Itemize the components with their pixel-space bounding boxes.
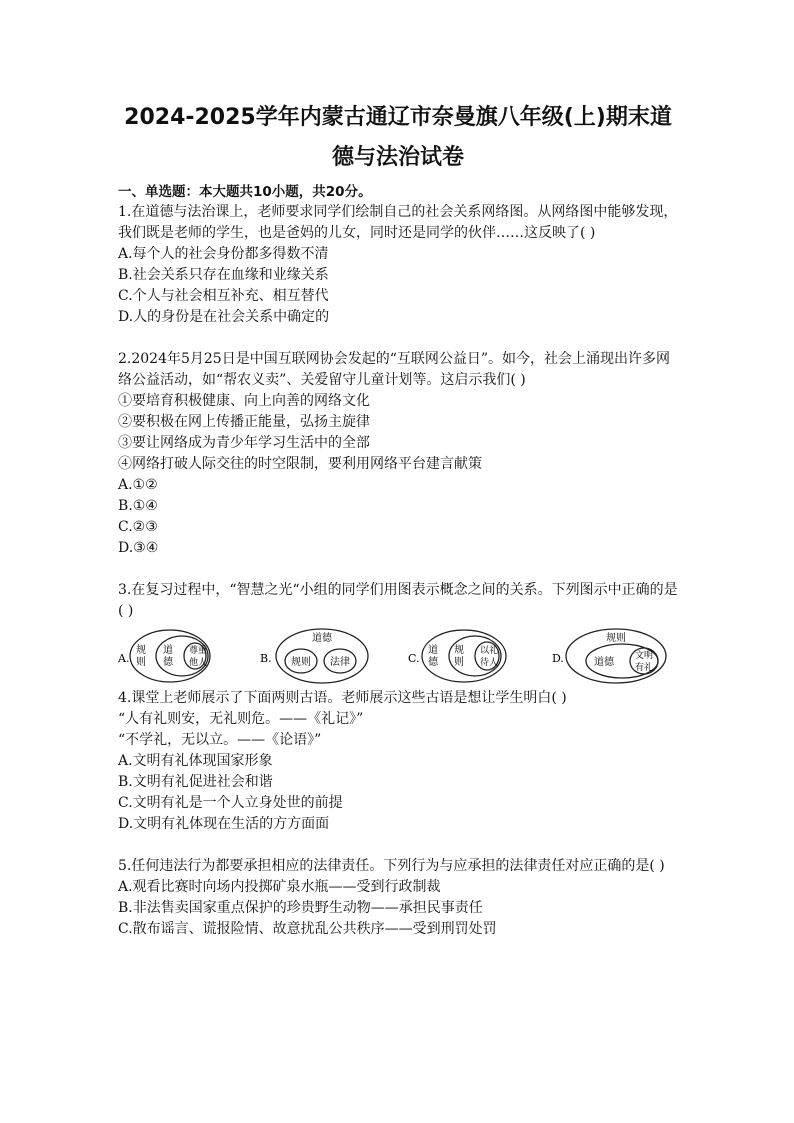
question-2-statement-4: ④网络打破人际交往的时空限制，要利用网络平台建言献策 — [118, 456, 482, 472]
diagram-a-middle-label-2: 德 — [163, 657, 173, 668]
diagram-a-inner-label-2: 他人 — [189, 658, 208, 668]
question-4-stem: 4.课堂上老师展示了下面两则古语。老师展示这些古语是想让学生明白( ) — [118, 690, 567, 706]
question-2-statement-2: ②要积极在网上传播正能量，弘扬主旋律 — [118, 414, 370, 430]
diagram-b-letter: B. — [260, 652, 272, 665]
question-2-option-b: B.①④ — [118, 498, 158, 514]
question-4-quote-1: “人有礼则安，无礼则危。——《礼记》” — [118, 711, 364, 727]
diagram-b-left-label: 规则 — [291, 657, 311, 668]
diagram-a-outer-label-2: 则 — [136, 657, 146, 668]
diagram-a — [118, 628, 218, 684]
diagram-d-inner-label-1: 文明 — [635, 651, 654, 661]
diagram-d — [552, 628, 672, 684]
question-5-option-c: C.散布谣言、谎报险情、故意扰乱公共秩序——受到刑罚处罚 — [118, 921, 497, 937]
question-2-option-a: A.①② — [118, 477, 158, 493]
diagram-b — [260, 628, 370, 684]
exam-page — [118, 98, 678, 940]
diagram-a-middle-label-1: 道 — [163, 645, 173, 656]
diagram-a-middle-circle — [156, 636, 208, 676]
question-2-stem: 2.2024年5月25日是中国互联网协会发起的“互联网公益日”。如今，社会上涌现出许多网络公益活动，如“帮农义卖”、关爱留守儿童计划等。这启示我们( ) — [118, 351, 671, 388]
question-4-option-d: D.文明有礼体现在生活的方方面面 — [118, 816, 330, 832]
question-2-option-d: D.③④ — [118, 540, 159, 556]
question-5-option-a: A.观看比赛时向场内投掷矿泉水瓶——受到行政制裁 — [118, 879, 441, 895]
diagram-c-middle-label-2: 则 — [454, 657, 464, 668]
title-line-2: 德与法治试卷 — [331, 145, 464, 170]
question-4 — [118, 688, 678, 835]
diagram-a-inner-label-1: 尊重 — [189, 646, 208, 656]
question-5-option-b: B.非法售卖国家重点保护的珍贵野生动物——承担民事责任 — [118, 900, 483, 916]
question-2-option-c: C.②③ — [118, 519, 158, 535]
exam-title — [118, 98, 678, 178]
question-2-statement-1: ①要培育积极健康、向上向善的网络文化 — [118, 393, 370, 409]
diagram-c — [408, 628, 518, 684]
question-3 — [118, 580, 678, 684]
question-1-option-d: D.人的身份是在社会关系中确定的 — [118, 309, 330, 325]
diagram-d-inner-label-2: 有礼 — [635, 663, 654, 673]
diagram-c-inner-label-2: 待人 — [480, 658, 499, 668]
diagram-c-outer-label-1: 道 — [428, 645, 438, 656]
diagram-d-outer-label: 规则 — [606, 633, 626, 644]
question-4-option-c: C.文明有礼是一个人立身处世的前提 — [118, 795, 343, 811]
question-4-option-b: B.文明有礼促进社会和谐 — [118, 774, 273, 790]
question-4-quote-2: “不学礼，无以立。——《论语》” — [118, 732, 322, 748]
question-2-statement-3: ③要让网络成为青少年学习生活中的全部 — [118, 435, 370, 451]
diagram-d-letter: D. — [552, 652, 564, 665]
question-1 — [118, 202, 678, 328]
diagram-c-letter: C. — [408, 652, 420, 665]
question-1-stem: 1.在道德与法治课上，老师要求同学们绘制自己的社会关系网络图。从网络图中能够发现，我们既是老师的学生，也是爸妈的儿女，同时还是同学的伙伴……这反映了( ) — [118, 204, 678, 241]
diagram-c-inner-label-1: 以礼 — [480, 646, 499, 656]
question-1-option-a: A.每个人的社会身份都多得数不清 — [118, 246, 329, 262]
diagram-b-right-label: 法律 — [330, 657, 350, 668]
section-heading: 一、单选题：本大题共10小题，共20分。 — [118, 184, 372, 200]
diagram-a-letter: A. — [118, 652, 130, 665]
question-4-option-a: A.文明有礼体现国家形象 — [118, 753, 273, 769]
question-2 — [118, 349, 678, 559]
question-5-stem: 5.任何违法行为都要承担相应的法律责任。下列行为与应承担的法律责任对应正确的是( ) — [118, 858, 665, 874]
diagram-c-middle-label-1: 规 — [454, 645, 464, 656]
question-1-option-b: B.社会关系只存在血缘和业缘关系 — [118, 267, 329, 283]
diagram-d-middle-label: 道德 — [594, 657, 614, 668]
diagram-b-outer-label: 道德 — [312, 633, 332, 644]
diagram-c-outer-label-2: 德 — [428, 657, 438, 668]
question-5 — [118, 856, 678, 940]
diagram-a-outer-label-1: 规 — [136, 645, 146, 656]
title-line-1: 2024-2025学年内蒙古通辽市奈曼旗八年级(上)期末道 — [124, 105, 672, 130]
question-3-diagrams — [118, 628, 678, 684]
question-1-option-c: C.个人与社会相互补充、相互替代 — [118, 288, 329, 304]
question-3-stem: 3.在复习过程中，“智慧之光“小组的同学们用图表示概念之间的关系。下列图示中正确的是( ) — [118, 582, 678, 619]
